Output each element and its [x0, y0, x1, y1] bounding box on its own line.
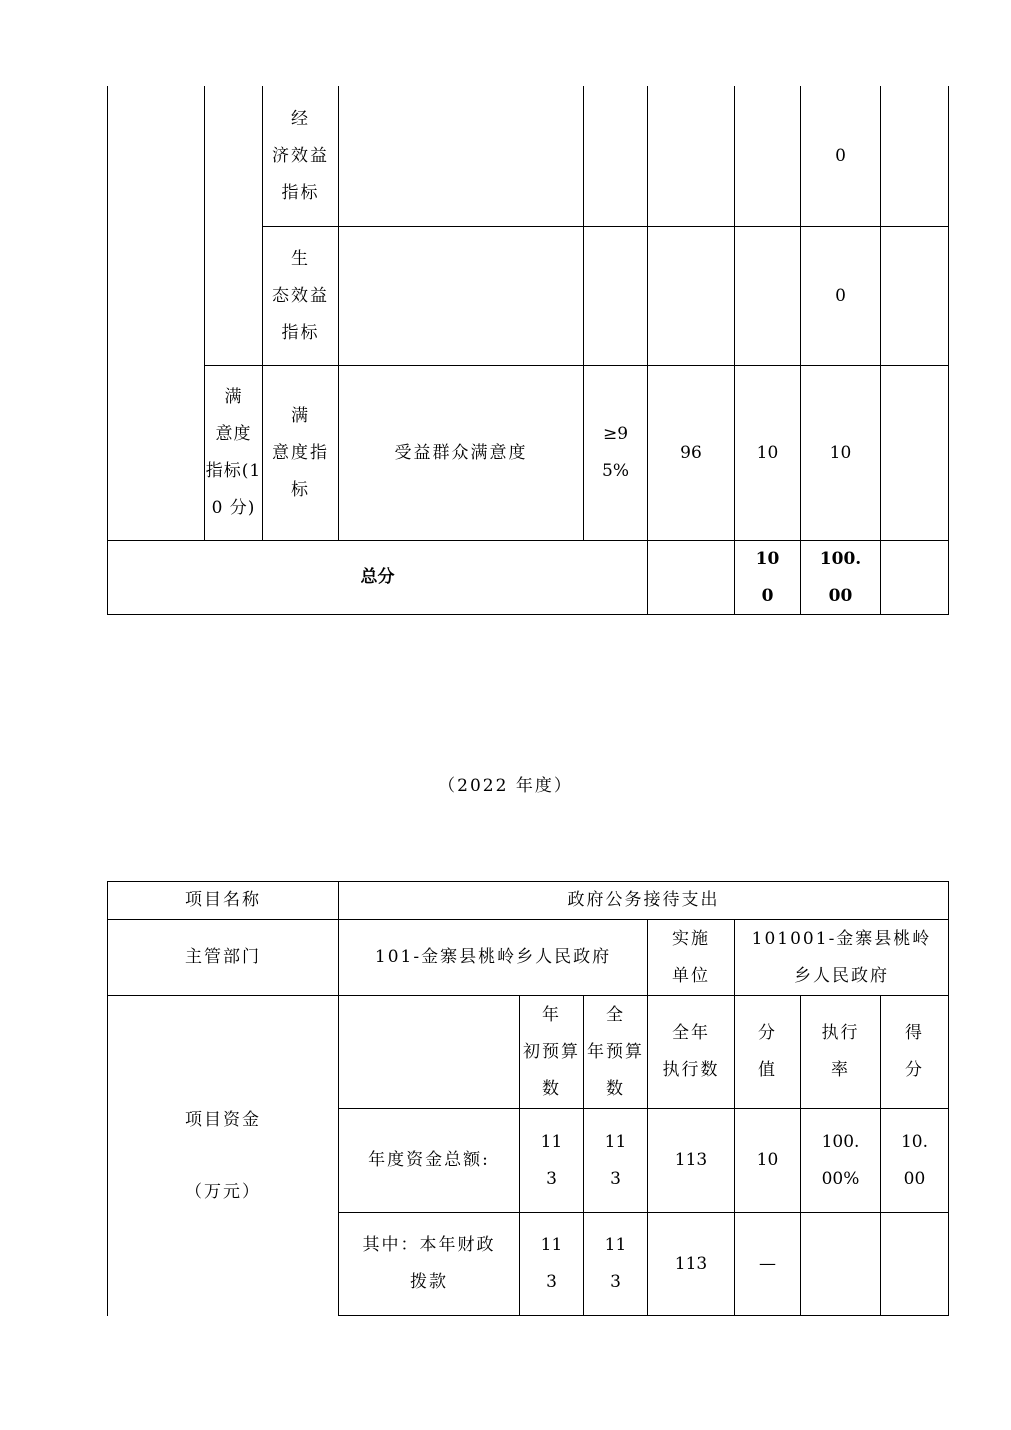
header-rate: 执行 率	[821, 1023, 860, 1080]
header-score: 得 分	[905, 1023, 924, 1080]
header-initial-budget: 年 初预算 数	[523, 1004, 580, 1099]
dept-label: 主管部门	[185, 947, 261, 967]
project-funds-label: 项目资金 （万元）	[185, 1110, 261, 1202]
total-weight-value: 10	[756, 1150, 779, 1170]
total-score-value: 10. 00	[900, 1131, 929, 1189]
total-execution-rate: 100. 00%	[821, 1131, 860, 1189]
total-score: 100. 00	[819, 548, 862, 606]
category-satisfaction: 满 意度 指标(1 0 分)	[205, 387, 262, 518]
fiscal-executed: 113	[674, 1253, 708, 1274]
impl-unit-name: 101001-金寨县桃岭 乡人民政府	[751, 928, 932, 986]
indicator-satisfaction: 满 意度指 标	[272, 405, 329, 500]
year-caption: （2022 年度）	[438, 776, 573, 796]
total-annual-budget: 11 3	[604, 1131, 627, 1189]
project-name: 政府公务接待支出	[567, 890, 720, 910]
total-label: 总分	[360, 567, 395, 587]
score-value: 10	[829, 442, 852, 463]
fiscal-initial-budget: 11 3	[540, 1235, 563, 1292]
fiscal-annual-budget: 11 3	[604, 1235, 627, 1292]
project-name-label: 项目名称	[185, 890, 261, 910]
dept-name: 101-金寨县桃岭乡人民政府	[374, 947, 612, 967]
fiscal-score-value	[881, 1213, 948, 1315]
indicator-economic-benefit: 经 济效益 指标	[272, 108, 329, 203]
total-executed: 113	[674, 1150, 708, 1170]
total-initial-budget: 11 3	[540, 1131, 563, 1189]
score-economic-benefit: 0	[835, 145, 846, 166]
target-value: ≥9 5%	[602, 424, 629, 481]
actual-value: 96	[680, 442, 702, 463]
header-executed: 全年 执行数	[662, 1023, 720, 1080]
header-weight: 分 值	[758, 1023, 777, 1080]
fiscal-execution-rate	[801, 1213, 880, 1315]
score-ecological-benefit: 0	[835, 285, 846, 306]
row-label-total-funds: 年度资金总额:	[368, 1150, 490, 1170]
weight-value: 10	[756, 442, 779, 463]
indicator-ecological-benefit: 生 态效益 指标	[272, 248, 329, 343]
impl-unit-label: 实施 单位	[672, 928, 710, 986]
total-weight: 10 0	[755, 548, 780, 606]
row-label-fiscal-appropriation: 其中：本年财政 拨款	[362, 1235, 496, 1292]
indicator-name-satisfaction: 受益群众满意度	[394, 442, 528, 463]
fiscal-weight-value: —	[759, 1253, 776, 1274]
header-annual-budget: 全 年预算 数	[587, 1004, 644, 1099]
